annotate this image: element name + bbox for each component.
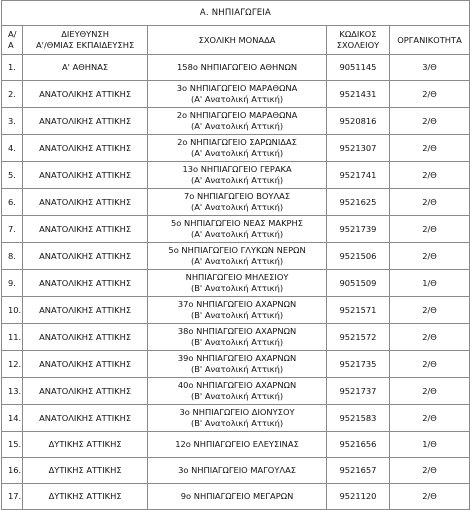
cell-school (148, 351, 327, 378)
header-direction (23, 26, 148, 55)
school-name: 3ο ΝΗΠΙΑΓΩΓΕΙΟ ΜΑΡΑΘΩΝΑ (176, 83, 298, 93)
cell-direction: ΑΝΑΤΟΛΙΚΗΣ ΑΤΤΙΚΗΣ (23, 162, 148, 189)
table-row (2, 243, 470, 270)
table-body (2, 1, 470, 510)
cell-school (148, 297, 327, 324)
school-name: 5ο ΝΗΠΙΑΓΩΓΕΙΟ ΓΛΥΚΩΝ ΝΕΡΩΝ (168, 245, 306, 255)
cell-aa: 11. (2, 324, 23, 351)
cell-direction: ΑΝΑΤΟΛΙΚΗΣ ΑΤΤΙΚΗΣ (23, 324, 148, 351)
table-row (2, 378, 470, 405)
school-region: (Β' Ανατολική Αττική) (191, 364, 284, 374)
header-aa: Α/Α (2, 26, 23, 55)
school-name: 38ο ΝΗΠΙΑΓΩΓΕΙΟ ΑΧΑΡΝΩΝ (177, 326, 297, 336)
school-name: 5ο ΝΗΠΙΑΓΩΓΕΙΟ ΝΕΑΣ ΜΑΚΡΗΣ (171, 218, 304, 228)
cell-code: 9051509 (326, 270, 389, 297)
table-row (2, 81, 470, 108)
cell-direction: ΑΝΑΤΟΛΙΚΗΣ ΑΤΤΙΚΗΣ (23, 108, 148, 135)
cell-school (148, 135, 327, 162)
cell-aa: 15. (2, 432, 23, 458)
cell-school (148, 243, 327, 270)
cell-aa: 1. (2, 55, 23, 81)
table-row (2, 484, 470, 510)
cell-direction: ΑΝΑΤΟΛΙΚΗΣ ΑΤΤΙΚΗΣ (23, 81, 148, 108)
header-code (326, 26, 389, 55)
school-region: (Α' Ανατολική Αττική) (191, 121, 284, 131)
cell-direction: ΑΝΑΤΟΛΙΚΗΣ ΑΤΤΙΚΗΣ (23, 135, 148, 162)
school-region: (Β' Ανατολική Αττική) (191, 310, 284, 320)
cell-org: 2/Θ (390, 484, 470, 510)
cell-code: 9521307 (326, 135, 389, 162)
kindergarten-table (1, 0, 470, 510)
cell-org: 2/Θ (390, 324, 470, 351)
cell-school (148, 432, 327, 458)
table-row (2, 55, 470, 81)
cell-code: 9520816 (326, 108, 389, 135)
table-row (2, 270, 470, 297)
cell-aa: 16. (2, 458, 23, 484)
cell-direction: ΑΝΑΤΟΛΙΚΗΣ ΑΤΤΙΚΗΣ (23, 378, 148, 405)
cell-code: 9521572 (326, 324, 389, 351)
cell-school (148, 270, 327, 297)
school-region: (Β' Ανατολική Αττική) (191, 283, 284, 293)
cell-org: 2/Θ (390, 216, 470, 243)
cell-code: 9521735 (326, 351, 389, 378)
cell-direction: ΔΥΤΙΚΗΣ ΑΤΤΙΚΗΣ (23, 432, 148, 458)
cell-aa: 2. (2, 81, 23, 108)
school-region: (Α' Ανατολική Αττική) (191, 202, 284, 212)
cell-school (148, 189, 327, 216)
cell-school (148, 484, 327, 510)
cell-code: 9521506 (326, 243, 389, 270)
cell-direction: ΔΥΤΙΚΗΣ ΑΤΤΙΚΗΣ (23, 458, 148, 484)
school-region: (Β' Ανατολική Αττική) (191, 418, 284, 428)
header-direction-line2: Α'/ΘΜΙΑΣ ΕΚΠΑΙΔΕΥΣΗΣ (35, 40, 135, 50)
cell-school (148, 216, 327, 243)
cell-direction: ΑΝΑΤΟΛΙΚΗΣ ΑΤΤΙΚΗΣ (23, 270, 148, 297)
school-name: 39ο ΝΗΠΙΑΓΩΓΕΙΟ ΑΧΑΡΝΩΝ (177, 353, 297, 363)
header-school: ΣΧΟΛΙΚΗ ΜΟΝΑΔΑ (148, 26, 327, 55)
table-row (2, 135, 470, 162)
cell-aa: 9. (2, 270, 23, 297)
cell-direction: ΑΝΑΤΟΛΙΚΗΣ ΑΤΤΙΚΗΣ (23, 216, 148, 243)
school-region: (Α' Ανατολική Αττική) (191, 229, 284, 239)
header-code-line2: ΣΧΟΛΕΙΟΥ (336, 40, 380, 50)
table-row (2, 297, 470, 324)
table-title: Α. ΝΗΠΙΑΓΩΓΕΙΑ (2, 1, 470, 26)
header-org: ΟΡΓΑΝΙΚΟΤΗΤΑ (390, 26, 470, 55)
cell-code: 9521431 (326, 81, 389, 108)
cell-aa: 13. (2, 378, 23, 405)
cell-direction: ΑΝΑΤΟΛΙΚΗΣ ΑΤΤΙΚΗΣ (23, 351, 148, 378)
cell-aa: 6. (2, 189, 23, 216)
table-row (2, 162, 470, 189)
cell-aa: 7. (2, 216, 23, 243)
cell-code: 9521571 (326, 297, 389, 324)
cell-direction: ΔΥΤΙΚΗΣ ΑΤΤΙΚΗΣ (23, 484, 148, 510)
cell-org: 2/Θ (390, 135, 470, 162)
cell-org: 1/Θ (390, 270, 470, 297)
cell-code: 9521120 (326, 484, 389, 510)
cell-direction: ΑΝΑΤΟΛΙΚΗΣ ΑΤΤΙΚΗΣ (23, 297, 148, 324)
school-name: ΝΗΠΙΑΓΩΓΕΙΟ ΜΗΛΕΣΙΟΥ (185, 272, 289, 282)
table-row (2, 351, 470, 378)
school-name: 37ο ΝΗΠΙΑΓΩΓΕΙΟ ΑΧΑΡΝΩΝ (177, 299, 297, 309)
school-name: 40ο ΝΗΠΙΑΓΩΓΕΙΟ ΑΧΑΡΝΩΝ (177, 380, 297, 390)
school-name: 9ο ΝΗΠΙΑΓΩΓΕΙΟ ΜΕΓΑΡΩΝ (180, 491, 294, 501)
cell-direction: ΑΝΑΤΟΛΙΚΗΣ ΑΤΤΙΚΗΣ (23, 189, 148, 216)
cell-aa: 3. (2, 108, 23, 135)
school-name: 13ο ΝΗΠΙΑΓΩΓΕΙΟ ΓΕΡΑΚΑ (182, 164, 292, 174)
cell-direction: ΑΝΑΤΟΛΙΚΗΣ ΑΤΤΙΚΗΣ (23, 243, 148, 270)
cell-aa: 8. (2, 243, 23, 270)
cell-aa: 10. (2, 297, 23, 324)
table-row (2, 432, 470, 458)
cell-school (148, 108, 327, 135)
cell-direction: ΑΝΑΤΟΛΙΚΗΣ ΑΤΤΙΚΗΣ (23, 405, 148, 432)
school-region: (Α' Ανατολική Αττική) (191, 175, 284, 185)
cell-code: 9051145 (326, 55, 389, 81)
cell-code: 9521657 (326, 458, 389, 484)
table-header-row (2, 26, 470, 55)
table-row (2, 216, 470, 243)
cell-code: 9521656 (326, 432, 389, 458)
header-code-line1: ΚΩΔΙΚΟΣ (339, 29, 377, 39)
cell-school (148, 81, 327, 108)
table-row (2, 108, 470, 135)
table-row (2, 458, 470, 484)
cell-org: 2/Θ (390, 243, 470, 270)
cell-org: 1/Θ (390, 432, 470, 458)
cell-org: 2/Θ (390, 81, 470, 108)
school-name: 2ο ΝΗΠΙΑΓΩΓΕΙΟ ΣΑΡΩΝΙΔΑΣ (177, 137, 297, 147)
cell-org: 2/Θ (390, 458, 470, 484)
school-region: (Β' Ανατολική Αττική) (191, 337, 284, 347)
school-name: 12ο ΝΗΠΙΑΓΩΓΕΙΟ ΕΛΕΥΣΙΝΑΣ (175, 439, 299, 449)
cell-code: 9521741 (326, 162, 389, 189)
school-name: 7ο ΝΗΠΙΑΓΩΓΕΙΟ ΒΟΥΛΑΣ (183, 191, 291, 201)
cell-code: 9521625 (326, 189, 389, 216)
cell-org: 2/Θ (390, 405, 470, 432)
school-name: 158ο ΝΗΠΙΑΓΩΓΕΙΟ ΑΘΗΝΩΝ (177, 62, 298, 72)
cell-org: 2/Θ (390, 297, 470, 324)
cell-org: 2/Θ (390, 351, 470, 378)
table-row (2, 324, 470, 351)
cell-aa: 14. (2, 405, 23, 432)
table-row (2, 405, 470, 432)
cell-school (148, 162, 327, 189)
school-region: (Α' Ανατολική Αττική) (191, 148, 284, 158)
header-direction-line1: ΔΙΕΥΘΥΝΣΗ (61, 29, 109, 39)
table-row (2, 189, 470, 216)
table-title-row (2, 1, 470, 26)
cell-org: 2/Θ (390, 378, 470, 405)
school-name: 3ο ΝΗΠΙΑΓΩΓΕΙΟ ΜΑΓΟΥΛΑΣ (178, 465, 296, 475)
school-region: (Α' Ανατολική Αττική) (191, 94, 284, 104)
cell-org: 3/Θ (390, 55, 470, 81)
school-region: (Α' Ανατολική Αττική) (191, 256, 284, 266)
cell-direction: Α' ΑΘΗΝΑΣ (23, 55, 148, 81)
cell-code: 9521737 (326, 378, 389, 405)
cell-org: 2/Θ (390, 189, 470, 216)
cell-code: 9521583 (326, 405, 389, 432)
school-name: 2ο ΝΗΠΙΑΓΩΓΕΙΟ ΜΑΡΑΘΩΝΑ (176, 110, 298, 120)
cell-school (148, 458, 327, 484)
cell-org: 2/Θ (390, 162, 470, 189)
cell-school (148, 55, 327, 81)
school-region: (Β' Ανατολική Αττική) (191, 391, 284, 401)
school-name: 3ο ΝΗΠΙΑΓΩΓΕΙΟ ΔΙΟΝΥΣΟΥ (179, 407, 295, 417)
cell-school (148, 405, 327, 432)
cell-aa: 12. (2, 351, 23, 378)
cell-school (148, 378, 327, 405)
cell-school (148, 324, 327, 351)
cell-aa: 4. (2, 135, 23, 162)
cell-aa: 17. (2, 484, 23, 510)
cell-code: 9521739 (326, 216, 389, 243)
cell-aa: 5. (2, 162, 23, 189)
cell-org: 2/Θ (390, 108, 470, 135)
